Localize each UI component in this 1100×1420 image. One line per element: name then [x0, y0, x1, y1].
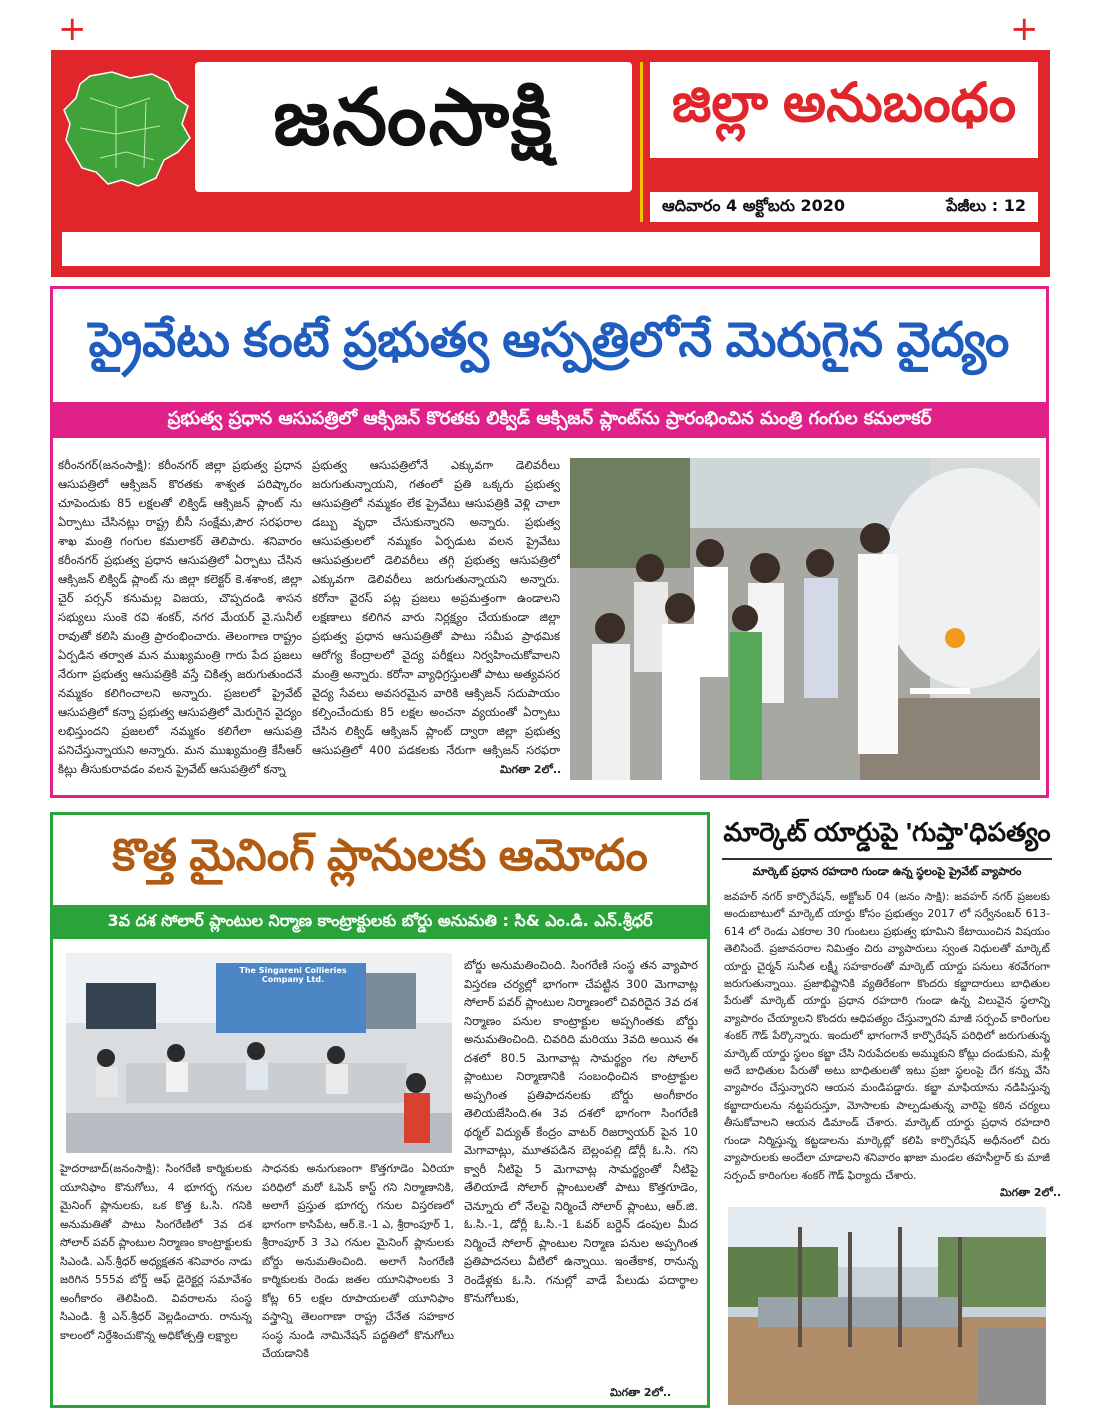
story-2-subhead — [53, 905, 707, 939]
supplement-title-text: జిల్లా అనుబంధం — [671, 73, 1017, 133]
story-3-continued: మిగతా 2లో.. — [1000, 1186, 1062, 1199]
story-2-continued: మిగతా 2లో.. — [610, 1386, 672, 1399]
story-1-subhead-text: ప్రభుత్వ ప్రధాన ఆసుపత్రిలో ఆక్సిజన్ కొరతకు లిక్విడ్ ఆక్సిజన్ ప్లాంట్‌ను ప్రారంభించిన మంత్రి గంగుల కమలాకర్ — [167, 407, 932, 429]
story-2-subhead-text: 3వ దశ సోలార్ ప్లాంటుల నిర్మాణ కాంట్రాక్టులకు బోర్డు అనుమతి : సి& ఎం.డి. ఎన్.శ్రీధర్ — [107, 910, 653, 930]
story-1-column-2: ప్రభుత్వ ఆసుపత్రిలోనే ఎక్కువగా డెలివరీలు జరుగుతున్నాయని, గతంలో ప్రతి ఒక్కరు ప్రభుత్వ ఆసుపత్రిలో నమ్మకం లేక ప్రైవేటు ఆసుపత్రికి వెళ్లి చాలా డబ్బు వృధా చేసుకున్నారని అన్నారు. ప్రభుత్వ ఆసుపత్రులలో నమ్మకం ఏర్పడుట వలన ప్రైవేటు ఆసుపత్రులలో డెలివరీలు తగ్గి ప్రభుత్వ ఆసుపత్రిలో ఎక్కువగా డెలివరీలు జరుగుతున్నాయని అన్నారు. కరోనా వైరస్ పట్ల ప్రజలు అప్రమత్తంగా ఉండాలని లక్షణాలు కలిగిన వారు నిర్లక్ష్యం చేయకుండా జిల్లా ప్రభుత్వ ప్రధాన ఆసుపత్రితో పాటు సమీప ప్రాథమిక ఆరోగ్య కేంద్రాలలో వైద్య పరీక్షలు నిర్వహించుకోవాలని మంత్రి అన్నారు. కరోనా వ్యాధిగ్రస్తులతో పాటు అత్యవసర వైద్య సేవలు అవసరమైన వారికి ఆక్సిజన్ సదుపాయం కల్పించేందుకు 85 లక్షల అంచనా వ్యయంతో ఏర్పాటు చేసిన లిక్విడ్ ఆక్సిజన్ ప్లాంట్ ద్వారా జిల్లా ప్రభుత్వ ఆసుపత్రిలో 400 పడకలకు నేరుగా ఆక్సిజన్ సరఫరా — [312, 458, 560, 757]
photo-banner-text: The Singareni Collieries Company Ltd. — [239, 966, 347, 984]
page-count: పేజీలు : 12 — [946, 195, 1026, 215]
story-1-column-1: కరీంనగర్(జనంసాక్షి): కరీంనగర్ జిల్లా ప్రభుత్వ ప్రధాన ఆసుపత్రిలో ఆక్సిజన్ కొరతకు శాశ్వత పరిష్కారం చూపెందుకు 85 లక్షలతో లిక్విడ్ ఆక్సిజన్ ప్లాంట్ ను ఏర్పాటు చేసినట్లు రాష్ట్ర బీసీ సంక్షేమ,పౌర సరఫరాల శాఖ మంత్రి గంగుల కమలాకర్ తెలిపారు. శనివారం కరీంనగర్ ప్రభుత్వ ప్రధాన ఆసుపత్రిలో ఏర్పాటు చేసిన ఆక్సిజన్ లిక్విడ్ ప్లాంట్ ను జిల్లా కలెక్టర్ కె.శశాంక, జిల్లా చైర్ పర్సన్ కనుమల్ల విజయ, చొప్పదండి శాసన సభ్యులు సుంకె రవి శంకర్, నగర మేయర్ వై.సునీల్ రావుతో కలిసి మంత్రి ప్రారంభించారు. తెలంగాణ రాష్ట్రం ఏర్పడిన తర్వాత మన ముఖ్యమంత్రి గారు పేద ప్రజలు నేరుగా ప్రభుత్వ ఆసుపత్రికి వస్తే చికిత్స జరుగుతుందనే నమ్మకం కలిగించాలని అన్నారు. ప్రజలలో ప్రైవేట్ ఆసుపత్రిలో కన్నా ప్రభుత్వ ఆసుపత్రిలో మెరుగైన వైద్యం లభిస్తుందని ప్రజలలో నమ్మకం కలిగేలా ఆసుపత్రి పనిచేస్తున్నాయని అన్నారు. మన ముఖ్యమంత్రి కేసీఆర్ కిట్లు తీసుకురావడం వలన ప్రైవేట్ ఆసుపత్రిలో కన్నా — [58, 458, 302, 776]
newspaper-title-text: జనంసాక్షి — [273, 73, 554, 161]
story-3-rule — [722, 858, 1052, 860]
story-2-headline — [54, 820, 706, 902]
story-2-headline-text: కొత్త మైనింగ్ ప్లానులకు ఆమోదం — [112, 830, 648, 880]
story-2-column-right: బోర్డు అనుమతించింది. సింగరేణి సంస్థ తన వ్యాపార విస్తరణ చర్యల్లో భాగంగా చేపట్టిన 300 మెగావాట్ల సోలార్ పవర్ ప్లాంటుల నిర్మాణంలో చివరిదైన 3వ దశ నిర్మాణం పనుల కాంట్రాక్టుల అప్పగింతకు బోర్డు అనుమతించింది. చివరిది మరియు 3వది అయిన ఈ దశలో 80.5 మెగావాట్ల సామర్థ్యం గల సోలార్ ప్లాంటుల నిర్మాణానికి సంబంధించిన కాంట్రాక్టుల అప్పగింత ప్రతిపాదనలకు బోర్డు అంగీకారం తెలియజేసింది.ఈ 3వ దశలో భాగంగా సింగరేణి థర్మల్ విద్యుత్ కేంద్రం వాటర్ రిజర్వాయర్ పైన 10 మెగావాట్లు, మూతపడిన బెల్లంపల్లి డోర్లీ ఓ.సి. గని క్వారీ నీటిపై 5 మెగావాట్ల సామర్థ్యంతో నీటిపై తేలియాడే సోలార్ ప్లాంటులతో పాటు కొత్తగూడెం, చెన్నూరు లో నేలపై నిర్మించే సోలార్ ప్లాంటు, ఆర్.జి. ఓ.సి.-1, డోర్లీ ఓ.సి.-1 ఓవర్ బర్డెన్ డంపుల మీద నిర్మించే సోలార్ ప్లాంటుల నిర్మాణ పనుల అప్పగింత ప్రతిపాదనలు వీటిలో ఉన్నాయి. ఇంతేకాక, రానున్న రెండేళ్లకు ఓ.సి. గనుల్లో వాడే పేలుడు పదార్థాల కొనుగోలుకు, — [464, 958, 698, 1305]
story-3-subhead — [722, 862, 1052, 884]
story-1-photo — [570, 458, 1040, 780]
story-1-continued: మిగతా 2లో.. — [500, 763, 562, 776]
newspaper-title — [195, 62, 632, 192]
masthead-strip — [62, 232, 1040, 266]
story-2-column-left: హైదరాబాద్(జనంసాక్షి): సింగరేణి కార్మికులకు యూనిఫాం కొనుగోలు, 4 భూగర్భ గనుల మైనింగ్ ప్లానులకు, ఒక కొత్త ఓ.సి. గనికి అనుమతితో పాటు సింగరేణిలో 3వ దశ సోలార్ పవర్ ప్లాంటుల నిర్మాణం కాంట్రాక్టులకు సిఎండి. ఎన్.శ్రీధర్ అధ్యక్షతన శనివారం నాడు జరిగిన 555వ బోర్డ్ ఆఫ్ డైరెక్టర్ల సమావేశం అంగీకారం తెలిపింది. వివరాలను సంస్థ సిఎండి. శ్రీ ఎన్.శ్రీధర్ వెల్లడించారు. రానున్న కాలంలో నిర్దేశించుకొన్న అధికోత్పత్తి లక్ష్యాల — [60, 1162, 252, 1342]
issue-date: ఆదివారం 4 అక్టోబరు 2020 — [662, 195, 845, 215]
registration-mark: + — [1010, 9, 1039, 49]
telangana-map-logo — [60, 68, 195, 190]
story-2-column-middle: సాధనకు అనుగుణంగా కొత్తగూడెం ఏరియా పరిధిలో మరో ఓపెన్ కాస్ట్ గని నిర్మాణానికి, అలాగే ప్రస్తుత భూగర్భ గనుల విస్తరణలో భాగంగా కాసిపేట, ఆర్.కె.-1 ఎ, శ్రీరాంపూర్ 1, శ్రీరాంపూర్ 3 3ఎ గనుల మైనింగ్ ప్లానులకు బోర్డు అనుమతించింది. అలాగే సింగరేణి కార్మికులకు రెండు జతల యూనిఫాంలకు 3 కోట్ల 65 లక్షల రూపాయలతో యూనిఫాం వస్త్రాన్ని తెలంగాణా రాష్ట్ర చేనేత సహకార సంస్థ నుండి నామినేషన్ పద్దతిలో కొనుగోలు చేయడానికి — [262, 1162, 454, 1360]
story-3-headline — [722, 812, 1052, 858]
masthead-divider — [640, 62, 643, 222]
registration-mark: + — [58, 9, 87, 49]
story-1-headline — [54, 294, 1044, 398]
story-3-body: జవహర్ నగర్ కార్పొరేషన్, అక్టోబర్ 04 (జనం సాక్షి): జవహర్ నగర్ ప్రజలకు అందుబాటులో మార్కెట్ యార్డు కోసం ప్రభుత్వం 2017 లో సర్వేనంబర్ 613-614 లో రెండు ఎకరాల 30 గుంటలు ప్రభుత్వ భూమిని కేటాయించిన విషయం తెలిసిందే. ప్రజావసరాల నిమిత్తం చిరు వ్యాపారులు స్వంత నిధులతో మార్కెట్ యార్డు చైర్మన్ సునీత లక్ష్మీ సహకారంతో మార్కెట్ యార్డు పనులు శరవేగంగా జరుగుతున్నాయి. ప్రజాభిష్టానికి వ్యతిరేకంగా కొందరు కబ్జాదారులు బాధితుల పేరుతో మార్కెట్ యార్డు ప్రధాన రహదారి గుండా ఉన్న విలువైన స్థలాన్ని వ్యాపారం చేయ్యాలని కొందరు ఆధిపత్యం చేస్తున్నారని మాజీ సర్పంచ్ కారింగుల శంకర్ గౌడ్ పేర్కొన్నారు. ఇందులో భాగంగానే కార్పొరేషన్ పరిధిలో జరుగుతున్న మార్కెట్ యార్డు స్థలం కబ్జా చేసి నిరుపేదలకు అమ్ముకుని కోట్లు దండుకుని, మళ్లీ అదే బాధితుల పేరుతో అటు బాధితులతో ఇటు ప్రజా స్థలంపై దేగ కన్ను వేసి వ్యాపారం చేస్తున్నారని ఆయన మండిపడ్డారు. కబ్జా మాఫియాను నడిపిస్తున్న కబ్జాదారులను నట్టపరుస్తూ, మోసాలకు పాల్పడుతున్న వారిపై కఠిన చర్యలు తీసుకోవాలని ఆయన డిమాండ్ చేశారు. మార్కెట్ యార్డు ప్రధాన రహదారి గుండా నిర్మిస్తున్న కట్టడాలను మార్కెట్లో కలిపి కార్పొరేషన్ అధీనంలో చిరు వ్యాపారులకు అందేలా చూడాలని శనివారం ఖాజా మండల తహసీల్దార్ కు మాజీ సర్పంచ్ కారింగుల శంకర్ గౌడ్ ఫిర్యాదు చేశారు. — [724, 890, 1050, 1182]
dateline-bar — [650, 192, 1038, 222]
story-3-headline-text: మార్కెట్ యార్డుపై 'గుప్తా'ధిపత్యం — [723, 816, 1051, 847]
story-1-subhead — [53, 402, 1046, 438]
story-1-headline-text: ప్రైవేటు కంటే ప్రభుత్వ ఆస్పత్రిలోనే మెరుగైన వైద్యం — [88, 313, 1010, 367]
story-3-photo — [728, 1207, 1046, 1405]
supplement-title — [650, 62, 1038, 158]
story-3-subhead-text: మార్కెట్ ప్రధాన రహదారి గుండా ఉన్న స్థలంపై ప్రైవేట్ వ్యాపారం — [752, 865, 1022, 878]
